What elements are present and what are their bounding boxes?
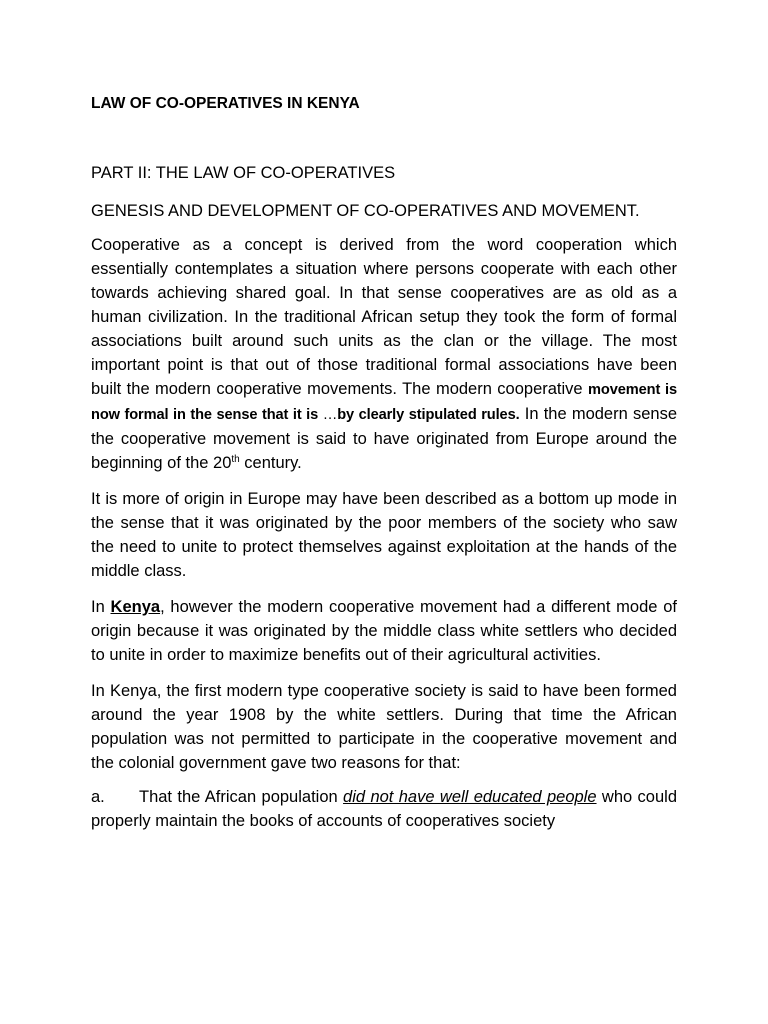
paragraph-text: Cooperative as a concept is derived from the word cooperation which essentially contemplates a situation where persons cooperate with each other towards achieving shared goal. In that sense cooperatives are as old as a human civilization. In the traditional African setup they took the form of formal associations built around such units as the clan or the village. The most important point is that out of those traditional formal associations have been built the modern cooperative movements. The modern cooperative <box>91 236 677 398</box>
list-item-a <box>91 785 677 833</box>
list-item-text: who could properly maintain the books of accounts of cooperatives society <box>91 788 677 830</box>
paragraph-genesis <box>91 233 677 475</box>
superscript: th <box>231 454 240 465</box>
kenya-emphasis: Kenya <box>110 598 161 616</box>
bold-text: movement is now formal in the sense that it is <box>91 382 677 423</box>
paragraph-first-society: In Kenya, the first modern type cooperative society is said to have been formed around the year 1908 by the white settlers. During that time the African population was not permitted to participate in the cooperative movement and the colonial government gave two reasons for that: <box>91 682 677 772</box>
bold-text-rules: by clearly stipulated rules. <box>337 407 520 423</box>
paragraph-kenya-origin <box>91 595 677 667</box>
section-heading: GENESIS AND DEVELOPMENT OF CO-OPERATIVES AND MOVEMENT. <box>91 202 640 220</box>
list-item-label: a. <box>91 788 105 806</box>
underlined-emphasis: did not have well educated people <box>343 788 597 806</box>
part-heading: PART II: THE LAW OF CO-OPERATIVES <box>91 164 396 182</box>
document-title: LAW OF CO-OPERATIVES IN KENYA <box>91 95 360 112</box>
paragraph-text-continued: In the modern sense the cooperative movement is said to have originated from Europe around the beginning of the 20 <box>91 405 677 472</box>
ellipsis: … <box>322 407 338 423</box>
paragraph-lead: In <box>91 598 111 616</box>
document-body <box>91 94 677 833</box>
paragraph-text: , however the modern cooperative movement had a different mode of origin because it was originated by the middle class white settlers who decided to unite in order to maximize benefits out of their agricultural activities. <box>91 598 677 664</box>
paragraph-europe-origin: It is more of origin in Europe may have been described as a bottom up mode in the sense that it was originated by the poor members of the society who saw the need to unite to protect themselves against exploitation at the hands of the middle class. <box>91 490 677 580</box>
list-item-lead: That the African population <box>139 788 344 806</box>
paragraph-text-end: century. <box>239 454 302 472</box>
